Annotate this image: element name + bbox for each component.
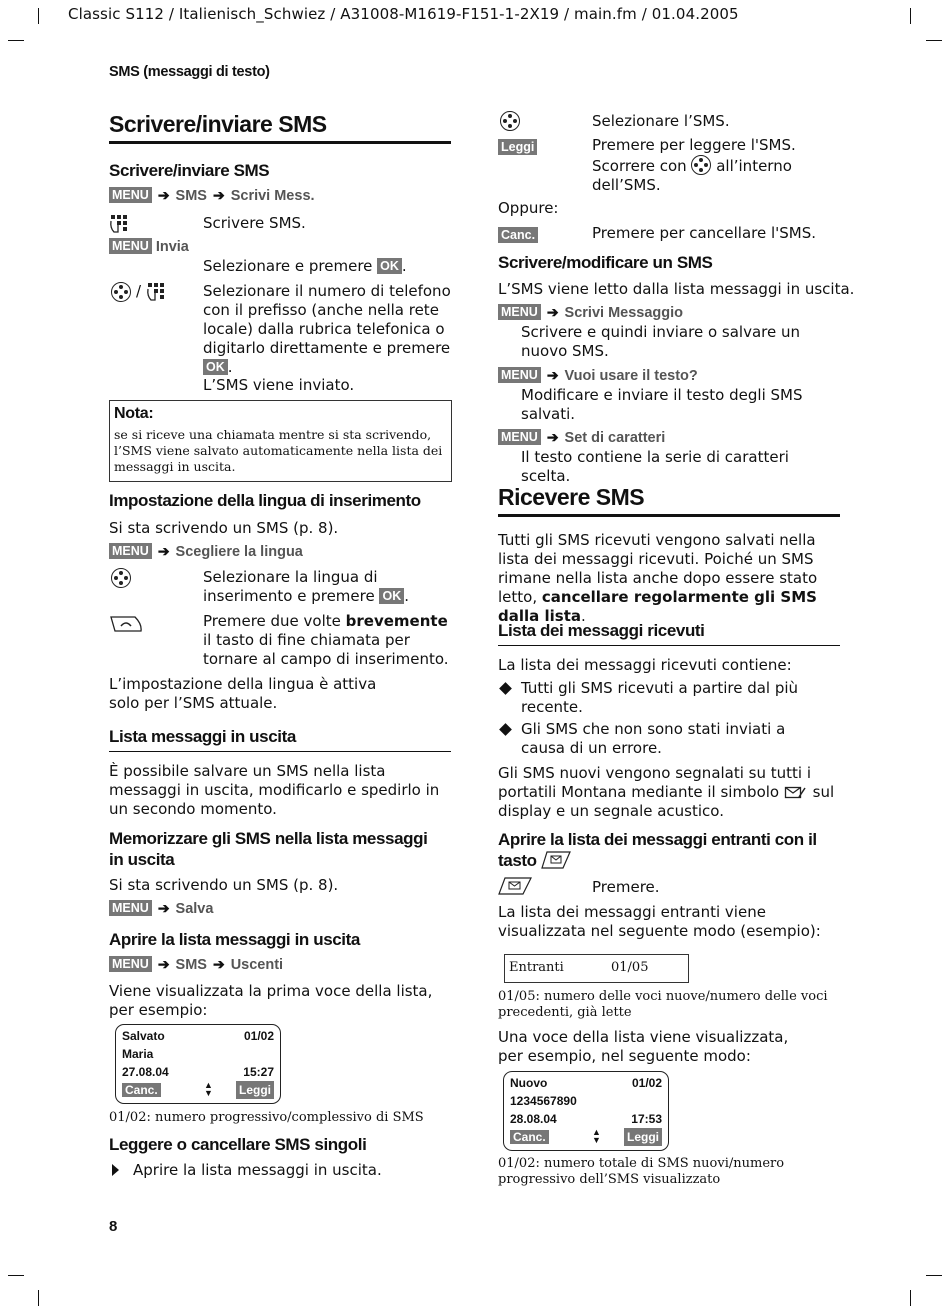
step-write: Scrivere SMS. [203, 214, 306, 232]
inbox-label: Entranti [509, 960, 564, 975]
menu-key: MENU [109, 900, 152, 916]
leggi-key-label: Leggi [498, 137, 537, 156]
note-title: Nota: [114, 405, 154, 422]
outbox-caption: 01/02: numero progressivo/complessivo di SMS [109, 1110, 424, 1125]
read-step: Aprire la lista messaggi in uscita. [133, 1161, 382, 1179]
message-key-icon [541, 850, 571, 870]
notify-text: Gli SMS nuovi vengono segnalati su tutti i portatili Montana mediante il simbolo sul display e un segnale acustico. [498, 764, 835, 820]
menu-key: MENU [109, 187, 152, 203]
oppure-label: Oppure: [498, 199, 559, 217]
running-head: Classic S112 / Italienisch_Schwiez / A31008-M1619-F151-1-2X19 / main.fm / 01.04.2005 [68, 5, 739, 23]
softkey-canc[interactable]: Canc. [510, 1130, 549, 1144]
menu-path-send [109, 238, 189, 255]
lang-intro: Si sta scrivendo un SMS (p. 8). [109, 519, 339, 537]
display-number: 1234567890 [510, 1094, 577, 1108]
menu-item-scrivi-messaggio: Scrivi Messaggio [564, 305, 684, 321]
crop-mark [38, 1290, 39, 1306]
receive-intro: Tutti gli SMS ricevuti vengono salvati nella lista dei messaggi ricevuti. Poiché un SMS rimane nella lista anche dopo essere stato letto, cancellare regolarmente gli SMS dalla lista. [498, 531, 818, 625]
menu-key: MENU [498, 429, 541, 445]
nav-key-icon [500, 111, 520, 131]
menu-item-salva: Salva [175, 901, 214, 917]
scroll-updown-icon: ▲ ▼ [204, 1080, 213, 1098]
scroll-updown-icon: ▲ ▼ [592, 1127, 601, 1145]
display-status: Salvato [122, 1029, 165, 1043]
heading-write-send: Scrivere/inviare SMS [109, 161, 270, 180]
inbox-caption: 01/05: numero delle voci nuove/numero delle voci precedenti, già lette [498, 989, 828, 1020]
display-time: 15:27 [243, 1065, 274, 1079]
step-read-sms: Premere per leggere l'SMS. Scorrere con all’interno dell’SMS. [592, 136, 796, 194]
menu-path-write: MENU ➔ SMS ➔ Scrivi Mess. [109, 187, 315, 204]
entry-text: Una voce della lista viene visualizzata, per esempio, nel seguente modo: [498, 1028, 789, 1065]
heading-outbox: Lista messaggi in uscita [109, 727, 296, 746]
step-select-sms: Selezionare l’SMS. [592, 112, 730, 130]
menu-item-uscenti: Uscenti [230, 957, 284, 973]
nav-key-icon [111, 282, 131, 302]
softkey-canc[interactable]: Canc. [122, 1083, 161, 1097]
heading-edit: Scrivere/modificare un SMS [498, 253, 713, 272]
menu-path-outbox: MENU ➔ SMS ➔ Uscenti [109, 956, 283, 973]
menu-key: MENU [109, 543, 152, 559]
menu-path-language: MENU ➔ Scegliere la lingua [109, 543, 303, 560]
heading-inbox-list: Lista dei messaggi ricevuti [498, 621, 705, 640]
end-call-key-icon [109, 612, 145, 634]
menu-item-lingua: Scegliere la lingua [175, 544, 303, 560]
menu-key: MENU [498, 367, 541, 383]
ok-key: OK [377, 258, 402, 274]
phone-display-outbox [115, 1024, 281, 1104]
ok-key: OK [203, 359, 228, 375]
crop-mark [8, 1275, 24, 1276]
display-counter: 01/02 [243, 1029, 274, 1043]
note-box [109, 400, 452, 482]
heading-save-outbox: Memorizzare gli SMS nella lista messaggi in uscita [109, 829, 428, 869]
open-inbox-step: Premere. [592, 878, 660, 896]
edit-item-text: Scrivere e quindi inviare o salvare un nuovo SMS. [521, 323, 800, 360]
display-name: Maria [122, 1047, 154, 1061]
menu-path-edit-3: MENU ➔ Set di caratteri [498, 429, 665, 446]
nav-key-icon [111, 568, 131, 588]
inbox-entry-box [504, 954, 689, 983]
step-select-ok: Selezionare e premere OK . [203, 257, 407, 275]
heading-open-inbox: Aprire la lista dei messaggi entranti con il tasto [498, 830, 817, 870]
title-rule [498, 514, 840, 517]
canc-key-label: Canc. [498, 225, 538, 244]
save-intro: Si sta scrivendo un SMS (p. 8). [109, 876, 339, 894]
crop-mark [926, 1275, 942, 1276]
menu-item-sms: SMS [175, 188, 207, 204]
note-text: se si riceve una chiamata mentre si sta scrivendo, l’SMS viene salvato automaticamente nella lista dei messaggi in uscita. [114, 427, 443, 474]
heading-rule [109, 751, 451, 752]
keypad-icon [109, 212, 131, 234]
section-label: SMS (messaggi di testo) [109, 64, 270, 80]
step-delete-sms: Premere per cancellare l'SMS. [592, 224, 817, 242]
crop-mark [38, 8, 39, 24]
menu-item-invia: Invia [155, 239, 189, 255]
menu-key: MENU [109, 956, 152, 972]
menu-item-sms: SMS [175, 957, 207, 973]
menu-item-scrivi: Scrivi Mess. [230, 188, 315, 204]
title-rule [109, 141, 451, 144]
step-number: Selezionare il numero di telefono con il prefisso (anche nella rete locale) dalla rubrica telefonica o digitarlo direttamente e premere OK . [203, 282, 451, 376]
display-status: Nuovo [510, 1076, 548, 1090]
display-counter: 01/02 [631, 1076, 662, 1090]
inbox-entry-caption: 01/02: numero totale di SMS nuovi/numero progressivo dell’SMS visualizzato [498, 1156, 785, 1187]
lang-step-end: Premere due volte brevemente il tasto di fine chiamata per tornare al campo di inserimento. [203, 612, 449, 668]
heading-receive: Ricevere SMS [498, 484, 645, 510]
page-title: Scrivere/inviare SMS [109, 111, 327, 137]
crop-mark [8, 40, 24, 41]
phone-display-inbox [503, 1071, 669, 1151]
edit-item-text: Modificare e inviare il testo degli SMS salvati. [521, 386, 803, 423]
outbox-intro: È possibile salvare un SMS nella lista messaggi in uscita, modificarlo e spedirlo in un secondo momento. [109, 762, 440, 818]
step-triangle-icon [112, 1164, 119, 1176]
menu-key: MENU [109, 238, 152, 254]
bullet-diamond-icon [499, 723, 512, 736]
display-date: 27.08.04 [122, 1065, 169, 1079]
inbox-list-intro: La lista dei messaggi ricevuti contiene: [498, 656, 792, 674]
message-key-icon [498, 876, 532, 896]
heading-language: Impostazione della lingua di inserimento [109, 491, 421, 510]
bullet-item: Tutti gli SMS ricevuti a partire dal più recente. [521, 679, 799, 716]
keypad-icon [146, 280, 168, 302]
lang-step-select: Selezionare la lingua di inserimento e premere OK . [203, 568, 410, 605]
bullet-item: Gli SMS che non sono stati inviati a causa di un errore. [521, 720, 786, 757]
menu-path-edit-1: MENU ➔ Scrivi Messaggio [498, 304, 683, 321]
softkey-leggi[interactable]: Leggi [236, 1081, 274, 1099]
inbox-count: 01/05 [611, 960, 649, 975]
display-time: 17:53 [631, 1112, 662, 1126]
outbox-open-text: Viene visualizzata la prima voce della lista, per esempio: [109, 982, 433, 1019]
page-number: 8 [109, 1218, 118, 1235]
nav-key-inline-icon [691, 155, 711, 175]
new-sms-symbol-icon [784, 784, 808, 800]
step-sent: L’SMS viene inviato. [203, 376, 355, 394]
softkey-leggi[interactable]: Leggi [624, 1128, 662, 1146]
open-inbox-text: La lista dei messaggi entranti viene visualizzata nel seguente modo (esempio): [498, 903, 821, 940]
menu-path-edit-2: MENU ➔ Vuoi usare il testo? [498, 367, 698, 384]
edit-intro: L’SMS viene letto dalla lista messaggi in uscita. [498, 280, 855, 298]
ok-key: OK [379, 588, 404, 604]
bullet-diamond-icon [499, 682, 512, 695]
menu-key: MENU [498, 304, 541, 320]
menu-path-save: MENU ➔ Salva [109, 900, 213, 917]
heading-read-delete: Leggere o cancellare SMS singoli [109, 1135, 367, 1154]
edit-item-text: Il testo contiene la serie di caratteri scelta. [521, 448, 789, 485]
display-date: 28.08.04 [510, 1112, 557, 1126]
menu-item-set-caratteri: Set di caratteri [564, 430, 666, 446]
crop-mark [926, 40, 942, 41]
heading-open-outbox: Aprire la lista messaggi in uscita [109, 930, 360, 949]
lang-note: L’impostazione della lingua è attiva solo per l’SMS attuale. [109, 675, 377, 712]
heading-rule [498, 645, 840, 646]
menu-item-vuoi-usare: Vuoi usare il testo? [564, 368, 698, 384]
crop-mark [910, 8, 911, 24]
crop-mark [910, 1290, 911, 1306]
